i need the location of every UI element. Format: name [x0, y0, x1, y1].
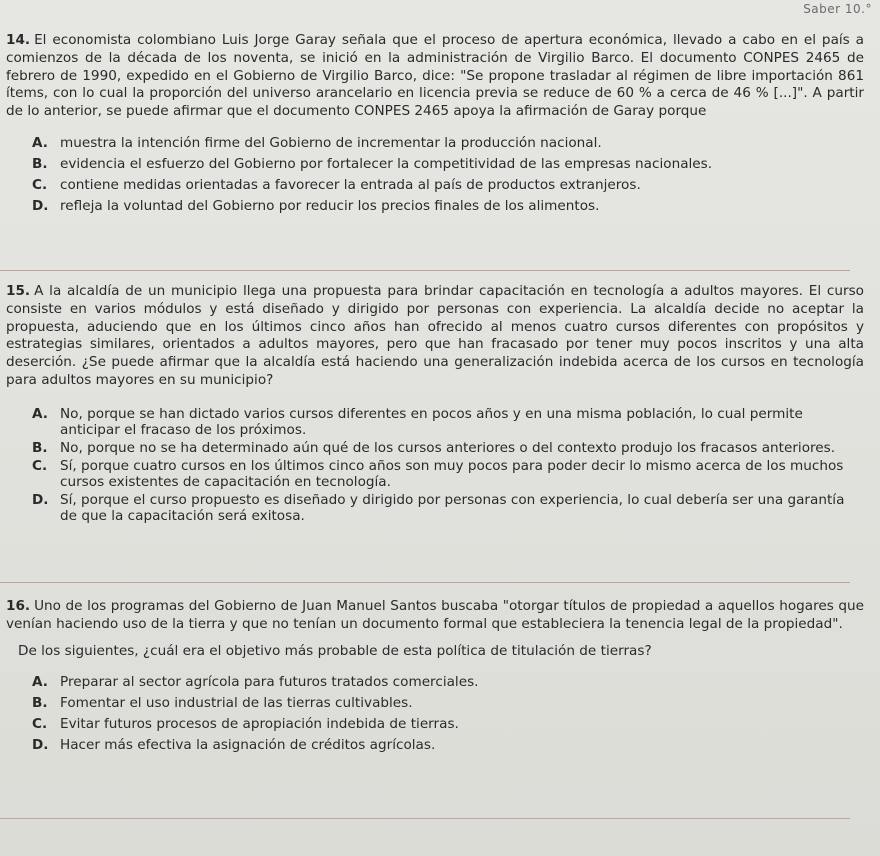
option-b[interactable] [32, 695, 864, 712]
option-c[interactable] [32, 716, 864, 733]
option-b[interactable] [32, 156, 864, 173]
option-d[interactable] [32, 198, 864, 215]
page-header: Saber 10.° [803, 2, 872, 16]
option-letter: B. [32, 694, 48, 711]
option-a[interactable] [32, 135, 864, 152]
question-14 [6, 32, 864, 219]
option-letter: C. [32, 176, 48, 193]
option-letter: B. [32, 439, 48, 456]
question-stem [6, 32, 864, 121]
option-text: No, porque no se ha determinado aún qué de los cursos anteriores o del contexto produjo los fracasos anteriores. [60, 439, 836, 456]
question-16 [6, 598, 864, 758]
option-a[interactable] [32, 674, 864, 691]
question-text: El economista colombiano Luis Jorge Garay señala que el proceso de apertura económica, llevado a cabo en el país a comienzos de la década de los noventa, se inició en la administración de Virgilio Barco. El documento CONPES 2465 de febrero de 1990, expedido en el Gobierno de Virgilio Barco, dice: "Se propone trasladar al régimen de libre importación 861 ítems, con lo cual la proporción del universo arancelario en licencia previa se reduce de 60 % a cerca de 46 % [...]". A partir de lo anterior, se puede afirmar que el documento CONPES 2465 apoya la afirmación de Garay porque [6, 32, 864, 120]
option-letter: A. [32, 673, 48, 690]
option-c[interactable] [32, 458, 864, 490]
option-text: refleja la voluntad del Gobierno por reducir los precios finales de los alimentos. [60, 197, 600, 214]
question-15 [6, 283, 864, 526]
question-number: 16. [6, 598, 31, 614]
divider [0, 818, 850, 819]
question-prompt: De los siguientes, ¿cuál era el objetivo más probable de esta política de titulación de tierras? [18, 642, 652, 659]
answer-options [32, 135, 864, 215]
option-text: Hacer más efectiva la asignación de créditos agrícolas. [60, 736, 436, 753]
option-text: Preparar al sector agrícola para futuros tratados comerciales. [60, 673, 479, 690]
option-text: No, porque se han dictado varios cursos diferentes en pocos años y en una misma población, lo cual permite anticipar el fracaso de los próximos. [60, 405, 803, 438]
option-d[interactable] [32, 737, 864, 754]
option-text: Fomentar el uso industrial de las tierras cultivables. [60, 694, 413, 711]
option-letter: C. [32, 715, 48, 732]
question-stem [6, 598, 864, 634]
option-a[interactable] [32, 406, 864, 438]
option-text: Evitar futuros procesos de apropiación indebida de tierras. [60, 715, 459, 732]
question-text: Uno de los programas del Gobierno de Juan Manuel Santos buscaba "otorgar títulos de propiedad a aquellos hogares que venían haciendo uso de la tierra y que no tenían un documento formal que estableciera la tenencia legal de la propiedad". [6, 598, 864, 632]
question-number: 15. [6, 283, 31, 299]
option-d[interactable] [32, 492, 864, 524]
divider [0, 582, 850, 583]
answer-options [32, 674, 864, 754]
option-text: evidencia el esfuerzo del Gobierno por fortalecer la competitividad de las empresas nacionales. [60, 155, 713, 172]
divider [0, 270, 850, 271]
question-number: 14. [6, 32, 31, 48]
option-letter: B. [32, 155, 48, 172]
option-text: muestra la intención firme del Gobierno de incrementar la producción nacional. [60, 134, 602, 151]
option-letter: D. [32, 736, 49, 753]
option-text: Sí, porque el curso propuesto es diseñado y dirigido por personas con experiencia, lo cual debería ser una garantía de que la capacitación será exitosa. [60, 491, 845, 524]
option-c[interactable] [32, 177, 864, 194]
option-letter: C. [32, 457, 48, 474]
option-b[interactable] [32, 440, 864, 456]
option-text: contiene medidas orientadas a favorecer la entrada al país de productos extranjeros. [60, 176, 641, 193]
option-letter: A. [32, 134, 48, 151]
option-letter: D. [32, 491, 49, 508]
question-stem [6, 283, 864, 390]
option-letter: D. [32, 197, 49, 214]
option-text: Sí, porque cuatro cursos en los últimos cinco años son muy pocos para poder decir lo mismo acerca de los muchos cursos existentes de capacitación en tecnología. [60, 457, 844, 490]
answer-options [32, 406, 864, 524]
question-text: A la alcaldía de un municipio llega una propuesta para brindar capacitación en tecnología a adultos mayores. El curso consiste en varios módulos y está diseñado y dirigido por personas con experiencia. La alcaldía decide no aceptar la propuesta, aduciendo que en los últimos cinco años han ofrecido al menos cuatro cursos diferentes con propósitos y estrategias similares, orientados a adultos mayores, pero que han fracasado por tener muy pocos inscritos y una alta deserción. ¿Se puede afirmar que la alcaldía está haciendo una generalización indebida acerca de los cursos en tecnología para adultos mayores en su municipio? [6, 283, 864, 388]
option-letter: A. [32, 405, 48, 422]
